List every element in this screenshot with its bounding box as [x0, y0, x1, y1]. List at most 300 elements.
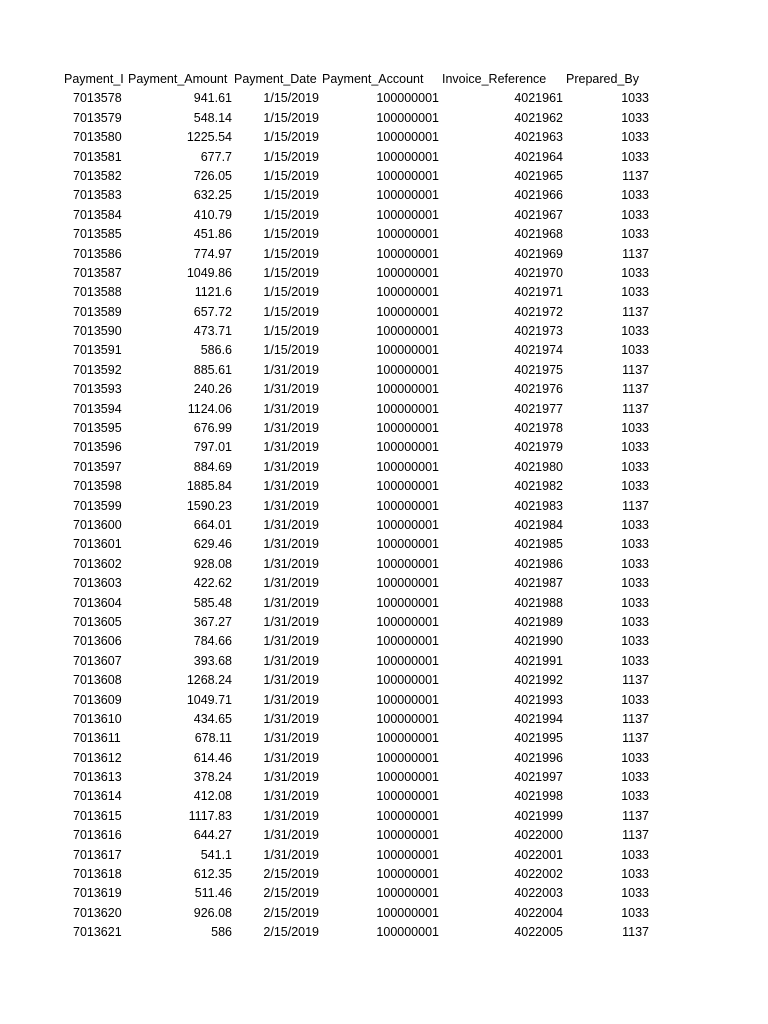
- cell-payment-date[interactable]: 1/15/2019: [263, 168, 319, 183]
- cell-prepared-by[interactable]: 1033: [621, 188, 649, 203]
- cell-payment-account[interactable]: 100000001: [376, 770, 439, 785]
- table-row: [0, 516, 768, 535]
- cell-payment-account[interactable]: 100000001: [376, 110, 439, 125]
- cell-invoice-reference[interactable]: 4022000: [514, 828, 563, 843]
- cell-payment-date[interactable]: 1/31/2019: [263, 537, 319, 552]
- cell-payment-id[interactable]: 7013593: [73, 382, 122, 397]
- cell-payment-date[interactable]: 1/31/2019: [263, 770, 319, 785]
- cell-payment-account[interactable]: 100000001: [376, 731, 439, 746]
- cell-payment-date[interactable]: 1/31/2019: [263, 847, 319, 862]
- cell-payment-date[interactable]: 1/15/2019: [263, 343, 319, 358]
- cell-payment-date[interactable]: 1/31/2019: [263, 692, 319, 707]
- cell-prepared-by[interactable]: 1033: [621, 324, 649, 339]
- cell-payment-date[interactable]: 1/31/2019: [263, 808, 319, 823]
- cell-payment-date[interactable]: 1/15/2019: [263, 110, 319, 125]
- cell-payment-amount[interactable]: 926.08: [193, 905, 232, 920]
- cell-payment-date[interactable]: 1/15/2019: [263, 246, 319, 261]
- cell-payment-id[interactable]: 7013585: [73, 227, 122, 242]
- cell-invoice-reference[interactable]: 4021996: [514, 750, 563, 765]
- cell-payment-account[interactable]: 100000001: [376, 711, 439, 726]
- cell-payment-date[interactable]: 2/15/2019: [263, 886, 319, 901]
- cell-payment-id[interactable]: 7013614: [73, 789, 122, 804]
- cell-payment-amount[interactable]: 1225.54: [186, 130, 232, 145]
- cell-payment-amount[interactable]: 511.46: [194, 886, 232, 901]
- cell-invoice-reference[interactable]: 4021994: [514, 711, 563, 726]
- cell-payment-id[interactable]: 7013613: [73, 770, 122, 785]
- cell-payment-account[interactable]: 100000001: [376, 808, 439, 823]
- cell-payment-id[interactable]: 7013596: [73, 440, 122, 455]
- table-row: [0, 89, 768, 108]
- cell-payment-amount[interactable]: 678.11: [194, 731, 232, 746]
- cell-invoice-reference[interactable]: 4021995: [514, 731, 563, 746]
- cell-payment-account[interactable]: 100000001: [376, 285, 439, 300]
- header-row: [0, 70, 768, 89]
- cell-prepared-by[interactable]: 1033: [621, 207, 649, 222]
- cell-payment-date[interactable]: 1/15/2019: [263, 188, 319, 203]
- cell-payment-id[interactable]: 7013601: [73, 537, 122, 552]
- cell-invoice-reference[interactable]: 4021967: [514, 207, 563, 222]
- cell-payment-amount[interactable]: 1121.6: [194, 285, 232, 300]
- cell-prepared-by[interactable]: 1033: [621, 576, 649, 591]
- cell-prepared-by[interactable]: 1137: [622, 731, 649, 746]
- cell-prepared-by[interactable]: 1033: [621, 867, 649, 882]
- cell-payment-amount[interactable]: 585.48: [193, 595, 232, 610]
- cell-prepared-by[interactable]: 1033: [621, 556, 649, 571]
- cell-payment-id[interactable]: 7013586: [73, 246, 122, 261]
- cell-payment-amount[interactable]: 797.01: [193, 440, 232, 455]
- cell-payment-id[interactable]: 7013588: [73, 285, 122, 300]
- cell-payment-amount[interactable]: 657.72: [193, 304, 232, 319]
- cell-payment-account[interactable]: 100000001: [376, 207, 439, 222]
- cell-prepared-by[interactable]: 1033: [621, 440, 649, 455]
- cell-payment-date[interactable]: 1/31/2019: [263, 517, 319, 532]
- cell-invoice-reference[interactable]: 4021972: [514, 304, 563, 319]
- cell-payment-account[interactable]: 100000001: [376, 576, 439, 591]
- header-payment-account[interactable]: Payment_Account: [322, 72, 424, 86]
- cell-payment-date[interactable]: 1/31/2019: [263, 382, 319, 397]
- cell-payment-id[interactable]: 7013609: [73, 692, 122, 707]
- cell-payment-amount[interactable]: 422.62: [193, 576, 232, 591]
- table-row: [0, 652, 768, 671]
- table-row: [0, 594, 768, 613]
- cell-invoice-reference[interactable]: 4021999: [514, 808, 563, 823]
- cell-prepared-by[interactable]: 1033: [621, 614, 649, 629]
- cell-payment-id[interactable]: 7013582: [73, 168, 122, 183]
- cell-payment-id[interactable]: 7013598: [73, 479, 122, 494]
- cell-prepared-by[interactable]: 1137: [622, 673, 649, 688]
- cell-payment-amount[interactable]: 410.79: [193, 207, 232, 222]
- cell-payment-date[interactable]: 1/31/2019: [263, 653, 319, 668]
- cell-payment-date[interactable]: 1/31/2019: [263, 711, 319, 726]
- cell-invoice-reference[interactable]: 4021998: [514, 789, 563, 804]
- cell-payment-id[interactable]: 7013602: [73, 556, 122, 571]
- cell-prepared-by[interactable]: 1033: [621, 847, 649, 862]
- cell-payment-id[interactable]: 7013594: [73, 401, 122, 416]
- cell-payment-id[interactable]: 7013583: [73, 188, 122, 203]
- cell-payment-amount[interactable]: 726.05: [193, 168, 232, 183]
- cell-payment-amount[interactable]: 632.25: [193, 188, 232, 203]
- cell-prepared-by[interactable]: 1137: [622, 304, 649, 319]
- cell-invoice-reference[interactable]: 4021973: [514, 324, 563, 339]
- table-row: [0, 691, 768, 710]
- cell-payment-date[interactable]: 1/31/2019: [263, 614, 319, 629]
- cell-payment-account[interactable]: 100000001: [376, 91, 439, 106]
- cell-invoice-reference[interactable]: 4021970: [514, 265, 563, 280]
- cell-payment-amount[interactable]: 451.86: [193, 227, 232, 242]
- cell-payment-amount[interactable]: 884.69: [193, 459, 232, 474]
- cell-invoice-reference[interactable]: 4021991: [514, 653, 563, 668]
- cell-invoice-reference[interactable]: 4021961: [514, 91, 563, 106]
- cell-invoice-reference[interactable]: 4021992: [514, 673, 563, 688]
- cell-payment-account[interactable]: 100000001: [376, 265, 439, 280]
- cell-payment-date[interactable]: 1/31/2019: [263, 828, 319, 843]
- table-row: [0, 865, 768, 884]
- cell-invoice-reference[interactable]: 4021982: [514, 479, 563, 494]
- cell-prepared-by[interactable]: 1033: [621, 770, 649, 785]
- cell-payment-date[interactable]: 1/31/2019: [263, 421, 319, 436]
- cell-payment-date[interactable]: 1/15/2019: [263, 304, 319, 319]
- cell-prepared-by[interactable]: 1137: [622, 808, 649, 823]
- cell-payment-amount[interactable]: 1117.83: [188, 808, 232, 823]
- cell-payment-account[interactable]: 100000001: [376, 401, 439, 416]
- cell-payment-id[interactable]: 7013617: [73, 847, 122, 862]
- cell-payment-id[interactable]: 7013606: [73, 634, 122, 649]
- cell-prepared-by[interactable]: 1033: [621, 421, 649, 436]
- table-row: [0, 303, 768, 322]
- cell-payment-account[interactable]: 100000001: [376, 188, 439, 203]
- cell-payment-account[interactable]: 100000001: [376, 750, 439, 765]
- table-row: [0, 477, 768, 496]
- cell-payment-amount[interactable]: 541.1: [200, 847, 232, 862]
- cell-payment-account[interactable]: 100000001: [376, 614, 439, 629]
- cell-invoice-reference[interactable]: 4022004: [514, 905, 563, 920]
- cell-payment-amount[interactable]: 1049.71: [186, 692, 232, 707]
- table-row: [0, 807, 768, 826]
- cell-prepared-by[interactable]: 1137: [622, 401, 649, 416]
- cell-payment-date[interactable]: 2/15/2019: [263, 867, 319, 882]
- cell-payment-id[interactable]: 7013619: [73, 886, 122, 901]
- cell-payment-amount[interactable]: 412.08: [193, 789, 232, 804]
- cell-payment-account[interactable]: 100000001: [376, 692, 439, 707]
- cell-payment-amount[interactable]: 885.61: [193, 362, 232, 377]
- cell-prepared-by[interactable]: 1033: [621, 692, 649, 707]
- cell-prepared-by[interactable]: 1137: [622, 711, 649, 726]
- cell-payment-account[interactable]: 100000001: [376, 130, 439, 145]
- cell-payment-id[interactable]: 7013612: [73, 750, 122, 765]
- cell-payment-id[interactable]: 7013581: [73, 149, 122, 164]
- data-rows: [0, 89, 768, 942]
- table-row: [0, 768, 768, 787]
- cell-invoice-reference[interactable]: 4021974: [514, 343, 563, 358]
- cell-payment-amount[interactable]: 676.99: [193, 421, 232, 436]
- cell-payment-amount[interactable]: 774.97: [193, 246, 232, 261]
- table-row: [0, 109, 768, 128]
- cell-prepared-by[interactable]: 1033: [621, 653, 649, 668]
- cell-invoice-reference[interactable]: 4021963: [514, 130, 563, 145]
- table-row: [0, 787, 768, 806]
- cell-payment-date[interactable]: 1/15/2019: [263, 324, 319, 339]
- table-row: [0, 574, 768, 593]
- cell-payment-id[interactable]: 7013589: [73, 304, 122, 319]
- table-row: [0, 419, 768, 438]
- cell-payment-account[interactable]: 100000001: [376, 421, 439, 436]
- cell-prepared-by[interactable]: 1137: [622, 828, 649, 843]
- cell-prepared-by[interactable]: 1033: [621, 750, 649, 765]
- cell-payment-amount[interactable]: 677.7: [200, 149, 232, 164]
- cell-payment-id[interactable]: 7013604: [73, 595, 122, 610]
- header-invoice-reference[interactable]: Invoice_Reference: [442, 72, 547, 86]
- cell-payment-date[interactable]: 1/15/2019: [263, 91, 319, 106]
- cell-invoice-reference[interactable]: 4021965: [514, 168, 563, 183]
- cell-payment-id[interactable]: 7013584: [73, 207, 122, 222]
- cell-prepared-by[interactable]: 1033: [621, 149, 649, 164]
- cell-prepared-by[interactable]: 1033: [621, 886, 649, 901]
- cell-payment-id[interactable]: 7013616: [73, 828, 122, 843]
- cell-payment-date[interactable]: 1/31/2019: [263, 634, 319, 649]
- cell-prepared-by[interactable]: 1033: [621, 595, 649, 610]
- cell-prepared-by[interactable]: 1033: [621, 537, 649, 552]
- cell-invoice-reference[interactable]: 4021980: [514, 459, 563, 474]
- cell-payment-id[interactable]: 7013608: [73, 673, 122, 688]
- cell-invoice-reference[interactable]: 4021978: [514, 421, 563, 436]
- cell-payment-amount[interactable]: 644.27: [193, 828, 232, 843]
- cell-invoice-reference[interactable]: 4022002: [514, 867, 563, 882]
- cell-prepared-by[interactable]: 1033: [621, 634, 649, 649]
- cell-payment-id[interactable]: 7013590: [73, 324, 122, 339]
- cell-payment-id[interactable]: 7013621: [73, 925, 122, 940]
- cell-payment-amount[interactable]: 629.46: [193, 537, 232, 552]
- cell-payment-account[interactable]: 100000001: [376, 925, 439, 940]
- cell-prepared-by[interactable]: 1137: [622, 362, 649, 377]
- cell-payment-account[interactable]: 100000001: [376, 556, 439, 571]
- cell-invoice-reference[interactable]: 4021971: [514, 285, 563, 300]
- cell-payment-date[interactable]: 1/31/2019: [263, 440, 319, 455]
- cell-invoice-reference[interactable]: 4021988: [514, 595, 563, 610]
- cell-payment-amount[interactable]: 784.66: [193, 634, 232, 649]
- header-payment-amount[interactable]: Payment_Amount: [128, 72, 228, 86]
- cell-prepared-by[interactable]: 1137: [622, 498, 649, 513]
- cell-invoice-reference[interactable]: 4021976: [514, 382, 563, 397]
- cell-payment-account[interactable]: 100000001: [376, 440, 439, 455]
- cell-invoice-reference[interactable]: 4021984: [514, 517, 563, 532]
- cell-payment-amount[interactable]: 614.46: [193, 750, 232, 765]
- cell-payment-id[interactable]: 7013591: [73, 343, 122, 358]
- cell-prepared-by[interactable]: 1033: [621, 459, 649, 474]
- cell-payment-account[interactable]: 100000001: [376, 828, 439, 843]
- cell-invoice-reference[interactable]: 4021969: [514, 246, 563, 261]
- cell-prepared-by[interactable]: 1137: [622, 925, 649, 940]
- cell-invoice-reference[interactable]: 4021983: [514, 498, 563, 513]
- cell-payment-account[interactable]: 100000001: [376, 517, 439, 532]
- cell-payment-date[interactable]: 1/15/2019: [263, 265, 319, 280]
- cell-payment-amount[interactable]: 393.68: [193, 653, 232, 668]
- cell-payment-amount[interactable]: 473.71: [193, 324, 232, 339]
- cell-payment-id[interactable]: 7013578: [73, 91, 122, 106]
- header-payment-date[interactable]: Payment_Date: [234, 72, 317, 86]
- cell-invoice-reference[interactable]: 4021968: [514, 227, 563, 242]
- cell-payment-amount[interactable]: 586.6: [200, 343, 232, 358]
- cell-payment-amount[interactable]: 586: [211, 925, 232, 940]
- cell-invoice-reference[interactable]: 4021987: [514, 576, 563, 591]
- table-row: [0, 632, 768, 651]
- cell-payment-account[interactable]: 100000001: [376, 595, 439, 610]
- cell-invoice-reference[interactable]: 4021966: [514, 188, 563, 203]
- cell-payment-date[interactable]: 1/31/2019: [263, 459, 319, 474]
- cell-payment-id[interactable]: 7013610: [73, 711, 122, 726]
- cell-payment-id[interactable]: 7013600: [73, 517, 122, 532]
- cell-payment-account[interactable]: 100000001: [376, 479, 439, 494]
- cell-payment-account[interactable]: 100000001: [376, 343, 439, 358]
- table-row: [0, 923, 768, 942]
- cell-payment-account[interactable]: 100000001: [376, 537, 439, 552]
- cell-prepared-by[interactable]: 1033: [621, 130, 649, 145]
- cell-prepared-by[interactable]: 1137: [622, 168, 649, 183]
- table-row: [0, 225, 768, 244]
- cell-payment-date[interactable]: 1/31/2019: [263, 362, 319, 377]
- cell-prepared-by[interactable]: 1137: [622, 246, 649, 261]
- cell-payment-date[interactable]: 1/15/2019: [263, 227, 319, 242]
- cell-payment-id[interactable]: 7013618: [73, 867, 122, 882]
- cell-prepared-by[interactable]: 1033: [621, 285, 649, 300]
- cell-invoice-reference[interactable]: 4021962: [514, 110, 563, 125]
- cell-payment-account[interactable]: 100000001: [376, 382, 439, 397]
- cell-prepared-by[interactable]: 1033: [621, 343, 649, 358]
- cell-payment-date[interactable]: 2/15/2019: [263, 905, 319, 920]
- cell-payment-account[interactable]: 100000001: [376, 459, 439, 474]
- cell-invoice-reference[interactable]: 4022003: [514, 886, 563, 901]
- cell-payment-amount[interactable]: 1268.24: [186, 673, 232, 688]
- table-row: [0, 322, 768, 341]
- cell-payment-amount[interactable]: 612.35: [193, 867, 232, 882]
- table-row: [0, 749, 768, 768]
- cell-payment-id[interactable]: 7013595: [73, 421, 122, 436]
- cell-prepared-by[interactable]: 1033: [621, 905, 649, 920]
- cell-invoice-reference[interactable]: 4021975: [514, 362, 563, 377]
- cell-payment-amount[interactable]: 1124.06: [187, 401, 232, 416]
- cell-payment-id[interactable]: 7013592: [73, 362, 122, 377]
- cell-payment-account[interactable]: 100000001: [376, 324, 439, 339]
- cell-payment-id[interactable]: 7013611: [73, 731, 121, 746]
- cell-prepared-by[interactable]: 1137: [622, 382, 649, 397]
- cell-invoice-reference[interactable]: 4021977: [514, 401, 563, 416]
- table-row: [0, 186, 768, 205]
- cell-payment-amount[interactable]: 1885.84: [186, 479, 232, 494]
- cell-prepared-by[interactable]: 1033: [621, 91, 649, 106]
- table-row: [0, 128, 768, 147]
- cell-payment-account[interactable]: 100000001: [376, 149, 439, 164]
- cell-payment-date[interactable]: 2/15/2019: [263, 925, 319, 940]
- cell-payment-date[interactable]: 1/15/2019: [263, 207, 319, 222]
- cell-invoice-reference[interactable]: 4021985: [514, 537, 563, 552]
- cell-payment-date[interactable]: 1/31/2019: [263, 595, 319, 610]
- cell-payment-date[interactable]: 1/31/2019: [263, 479, 319, 494]
- cell-payment-date[interactable]: 1/31/2019: [263, 498, 319, 513]
- cell-payment-account[interactable]: 100000001: [376, 168, 439, 183]
- cell-prepared-by[interactable]: 1033: [621, 227, 649, 242]
- cell-invoice-reference[interactable]: 4021986: [514, 556, 563, 571]
- cell-payment-account[interactable]: 100000001: [376, 867, 439, 882]
- cell-payment-id[interactable]: 7013607: [73, 653, 122, 668]
- table-row: [0, 148, 768, 167]
- cell-payment-id[interactable]: 7013597: [73, 459, 122, 474]
- cell-payment-account[interactable]: 100000001: [376, 227, 439, 242]
- cell-payment-id[interactable]: 7013580: [73, 130, 122, 145]
- cell-payment-account[interactable]: 100000001: [376, 886, 439, 901]
- cell-payment-amount[interactable]: 434.65: [193, 711, 232, 726]
- cell-payment-date[interactable]: 1/15/2019: [263, 285, 319, 300]
- cell-payment-date[interactable]: 1/15/2019: [263, 130, 319, 145]
- table-row: [0, 710, 768, 729]
- cell-payment-account[interactable]: 100000001: [376, 362, 439, 377]
- cell-payment-account[interactable]: 100000001: [376, 789, 439, 804]
- cell-payment-date[interactable]: 1/31/2019: [263, 576, 319, 591]
- cell-payment-account[interactable]: 100000001: [376, 847, 439, 862]
- cell-invoice-reference[interactable]: 4021964: [514, 149, 563, 164]
- cell-payment-amount[interactable]: 367.27: [193, 614, 232, 629]
- cell-payment-date[interactable]: 1/31/2019: [263, 750, 319, 765]
- cell-payment-id[interactable]: 7013615: [73, 808, 122, 823]
- header-payment-id[interactable]: Payment_I: [64, 72, 124, 86]
- cell-payment-amount[interactable]: 240.26: [193, 382, 232, 397]
- cell-invoice-reference[interactable]: 4021993: [514, 692, 563, 707]
- cell-payment-id[interactable]: 7013605: [73, 614, 122, 629]
- cell-payment-amount[interactable]: 1590.23: [186, 498, 232, 513]
- table-row: [0, 458, 768, 477]
- cell-payment-account[interactable]: 100000001: [376, 304, 439, 319]
- cell-payment-date[interactable]: 1/31/2019: [263, 556, 319, 571]
- cell-payment-amount[interactable]: 548.14: [193, 110, 232, 125]
- cell-prepared-by[interactable]: 1033: [621, 789, 649, 804]
- cell-payment-id[interactable]: 7013599: [73, 498, 122, 513]
- cell-prepared-by[interactable]: 1033: [621, 479, 649, 494]
- cell-payment-account[interactable]: 100000001: [376, 634, 439, 649]
- cell-invoice-reference[interactable]: 4021990: [514, 634, 563, 649]
- cell-payment-date[interactable]: 1/31/2019: [263, 673, 319, 688]
- cell-invoice-reference[interactable]: 4022001: [514, 847, 563, 862]
- cell-payment-amount[interactable]: 941.61: [193, 91, 232, 106]
- table-row: [0, 341, 768, 360]
- cell-payment-amount[interactable]: 1049.86: [186, 265, 232, 280]
- cell-payment-account[interactable]: 100000001: [376, 905, 439, 920]
- cell-invoice-reference[interactable]: 4021989: [514, 614, 563, 629]
- cell-payment-amount[interactable]: 928.08: [193, 556, 232, 571]
- cell-prepared-by[interactable]: 1033: [621, 110, 649, 125]
- cell-payment-amount[interactable]: 664.01: [193, 517, 232, 532]
- cell-invoice-reference[interactable]: 4021997: [514, 770, 563, 785]
- header-prepared-by[interactable]: Prepared_By: [566, 72, 639, 86]
- cell-payment-account[interactable]: 100000001: [376, 653, 439, 668]
- cell-payment-amount[interactable]: 378.24: [193, 770, 232, 785]
- cell-payment-account[interactable]: 100000001: [376, 246, 439, 261]
- cell-payment-id[interactable]: 7013603: [73, 576, 122, 591]
- cell-payment-id[interactable]: 7013587: [73, 265, 122, 280]
- cell-payment-id[interactable]: 7013579: [73, 110, 122, 125]
- table-row: [0, 283, 768, 302]
- cell-prepared-by[interactable]: 1033: [621, 265, 649, 280]
- cell-payment-account[interactable]: 100000001: [376, 673, 439, 688]
- cell-invoice-reference[interactable]: 4021979: [514, 440, 563, 455]
- cell-payment-date[interactable]: 1/31/2019: [263, 731, 319, 746]
- cell-payment-date[interactable]: 1/15/2019: [263, 149, 319, 164]
- table-row: [0, 846, 768, 865]
- table-row: [0, 167, 768, 186]
- cell-prepared-by[interactable]: 1033: [621, 517, 649, 532]
- cell-payment-date[interactable]: 1/31/2019: [263, 401, 319, 416]
- cell-payment-date[interactable]: 1/31/2019: [263, 789, 319, 804]
- cell-payment-id[interactable]: 7013620: [73, 905, 122, 920]
- cell-invoice-reference[interactable]: 4022005: [514, 925, 563, 940]
- cell-payment-account[interactable]: 100000001: [376, 498, 439, 513]
